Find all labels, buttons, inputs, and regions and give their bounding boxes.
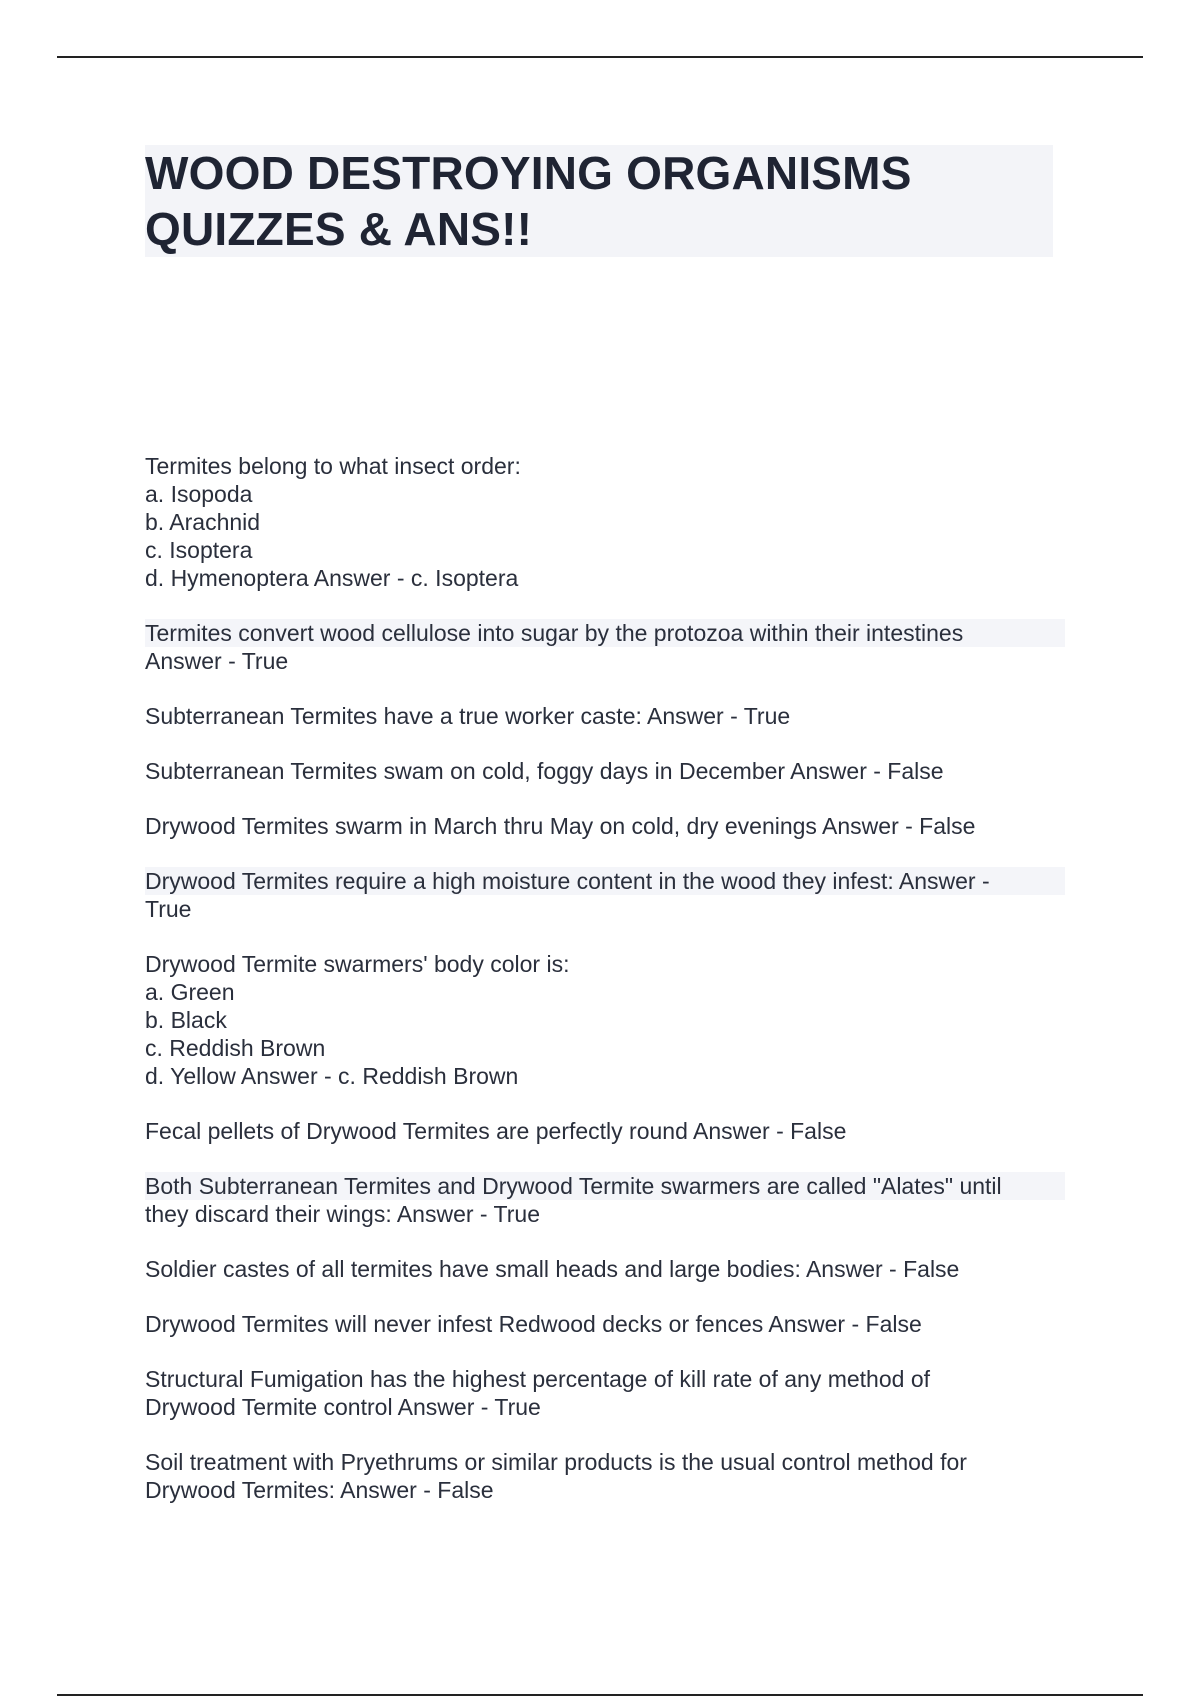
bottom-rule (57, 1694, 1143, 1696)
question-line: Drywood Termite swarmers' body color is: (145, 951, 570, 977)
top-rule (57, 56, 1143, 58)
question-line: Termites convert wood cellulose into sugar by the protozoa within their intestines (145, 619, 1065, 647)
option-line: b. Arachnid (145, 509, 261, 535)
answer-line: Subterranean Termites swam on cold, foggy days in December Answer - False (145, 758, 944, 784)
option-line: b. Black (145, 1007, 227, 1033)
qa-item (145, 1172, 1065, 1228)
option-line: a. Green (145, 979, 235, 1005)
qa-item (145, 619, 1065, 675)
question-line: Both Subterranean Termites and Drywood Termite swarmers are called "Alates" until (145, 1172, 1065, 1200)
question-line: Soil treatment with Pryethrums or similar products is the usual control method for (145, 1449, 967, 1475)
answer-line: Subterranean Termites have a true worker caste: Answer - True (145, 703, 791, 729)
qa-item (145, 757, 1065, 785)
answer-line: Drywood Termites: Answer - False (145, 1477, 494, 1503)
qa-item (145, 812, 1065, 840)
title-line-2: QUIZZES & ANS!! (145, 203, 533, 255)
qa-item (145, 1117, 1065, 1145)
option-line: c. Isoptera (145, 537, 253, 563)
question-line: Drywood Termites require a high moisture content in the wood they infest: Answer - (145, 867, 1065, 895)
answer-line: True (145, 896, 192, 922)
question-line: Structural Fumigation has the highest percentage of kill rate of any method of (145, 1366, 930, 1392)
answer-line: Drywood Termites will never infest Redwood decks or fences Answer - False (145, 1311, 922, 1337)
answer-line: Drywood Termite control Answer - True (145, 1394, 541, 1420)
qa-item (145, 452, 1065, 592)
qa-list (145, 452, 1065, 1531)
title-line-1: WOOD DESTROYING ORGANISMS (145, 147, 912, 199)
qa-item (145, 702, 1065, 730)
answer-line: Fecal pellets of Drywood Termites are perfectly round Answer - False (145, 1118, 847, 1144)
qa-item (145, 1310, 1065, 1338)
answer-line: Answer - True (145, 648, 289, 674)
qa-item (145, 1448, 1065, 1504)
answer-line: Soldier castes of all termites have small heads and large bodies: Answer - False (145, 1256, 960, 1282)
qa-item (145, 1365, 1065, 1421)
option-line: a. Isopoda (145, 481, 253, 507)
qa-item (145, 950, 1065, 1090)
option-line: c. Reddish Brown (145, 1035, 326, 1061)
question-line: Termites belong to what insect order: (145, 453, 521, 479)
page-title (145, 145, 1053, 257)
answer-line: d. Hymenoptera Answer - c. Isoptera (145, 565, 519, 591)
answer-line: Drywood Termites swarm in March thru May on cold, dry evenings Answer - False (145, 813, 976, 839)
qa-item (145, 867, 1065, 923)
answer-line: d. Yellow Answer - c. Reddish Brown (145, 1063, 519, 1089)
answer-line: they discard their wings: Answer - True (145, 1201, 540, 1227)
qa-item (145, 1255, 1065, 1283)
